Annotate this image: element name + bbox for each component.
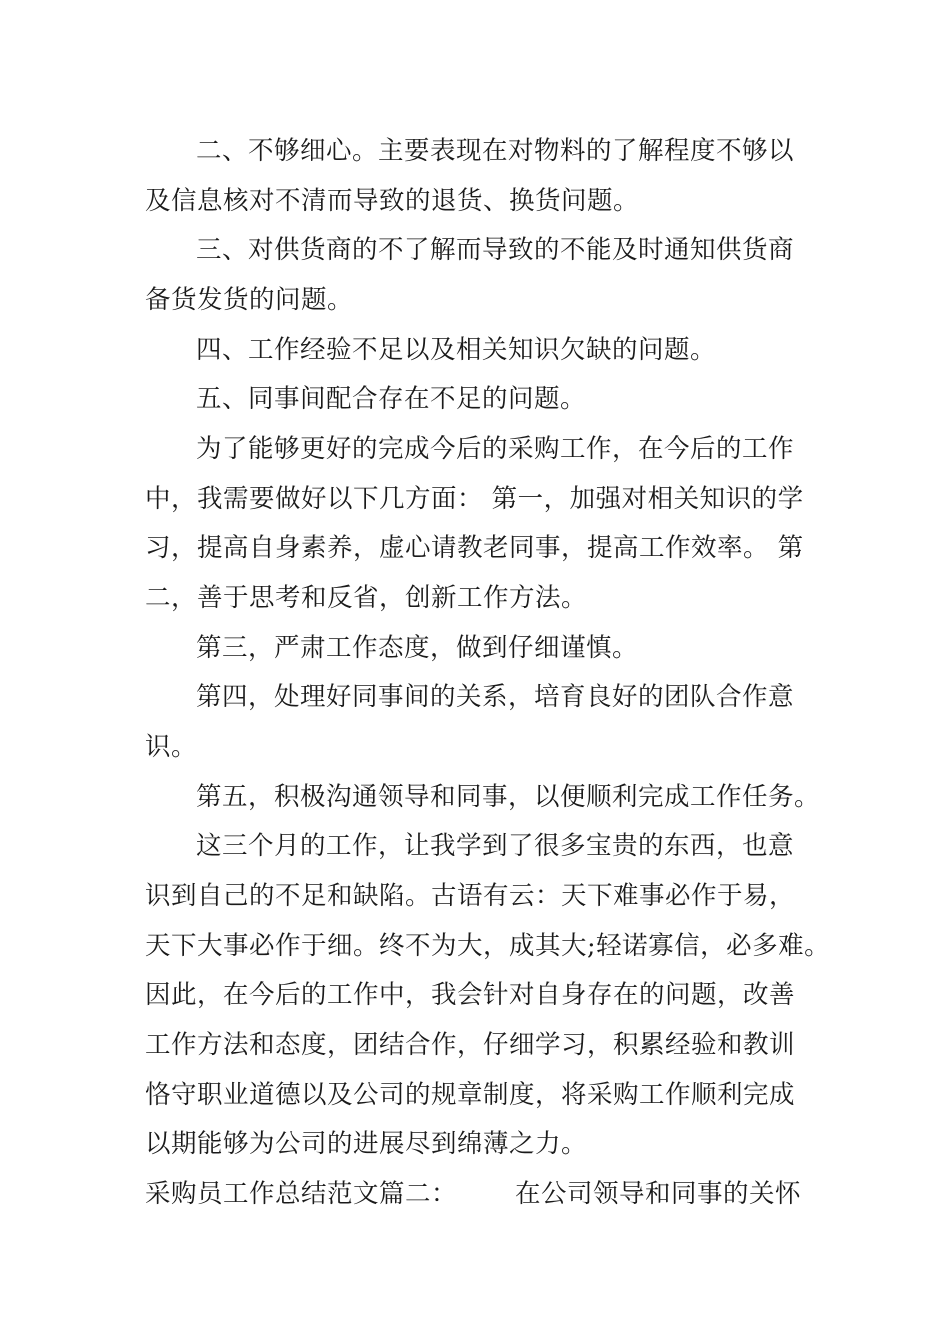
text-line: 备货发货的问题。 [145, 285, 354, 315]
text-line: 三、对供货商的不了解而导致的不能及时通知供货商 [196, 235, 795, 265]
text-line: 天下大事必作于细。终不为大，成其大;轻诺寡信，必多难。 [145, 931, 831, 961]
text-line: 识到自己的不足和缺陷。古语有云：天下难事必作于易， [145, 881, 796, 911]
text-line: 第四，处理好同事间的关系，培育良好的团队合作意 [196, 682, 795, 712]
text-line: 恪守职业道德以及公司的规章制度，将采购工作顺利完成 [145, 1080, 796, 1110]
section-heading: 采购员工作总结范文篇二： [145, 1179, 458, 1209]
text-line: 二，善于思考和反省，创新工作方法。 [145, 583, 588, 613]
text-line: 习，提高自身素养，虚心请教老同事，提高工作效率。 第 [145, 533, 804, 563]
text-line: 第三，严肃工作态度，做到仔细谨慎。 [196, 633, 639, 663]
text-line: 四、工作经验不足以及相关知识欠缺的问题。 [196, 335, 717, 365]
text-line: 为了能够更好的完成今后的采购工作，在今后的工作 [196, 434, 795, 464]
text-line: 因此，在今后的工作中，我会针对自身存在的问题，改善 [145, 980, 796, 1010]
text-line: 五、同事间配合存在不足的问题。 [196, 384, 587, 414]
text-line: 工作方法和态度，团结合作，仔细学习，积累经验和教训 [145, 1030, 796, 1060]
text-line: 二、不够细心。主要表现在对物料的了解程度不够以 [196, 136, 795, 166]
text-line: 第五，积极沟通领导和同事，以便顺利完成工作任务。 [196, 782, 821, 812]
section-heading-line [145, 1177, 825, 1211]
text-line: 中，我需要做好以下几方面： 第一，加强对相关知识的学 [145, 484, 804, 514]
text-line: 及信息核对不清而导致的退货、换货问题。 [145, 186, 640, 216]
text-line: 这三个月的工作，让我学到了很多宝贵的东西，也意 [196, 831, 795, 861]
text-line: 以期能够为公司的进展尽到绵薄之力。 [145, 1129, 588, 1159]
section-opening-text: 在公司领导和同事的关怀 [515, 1179, 802, 1209]
text-line: 识。 [145, 732, 198, 762]
